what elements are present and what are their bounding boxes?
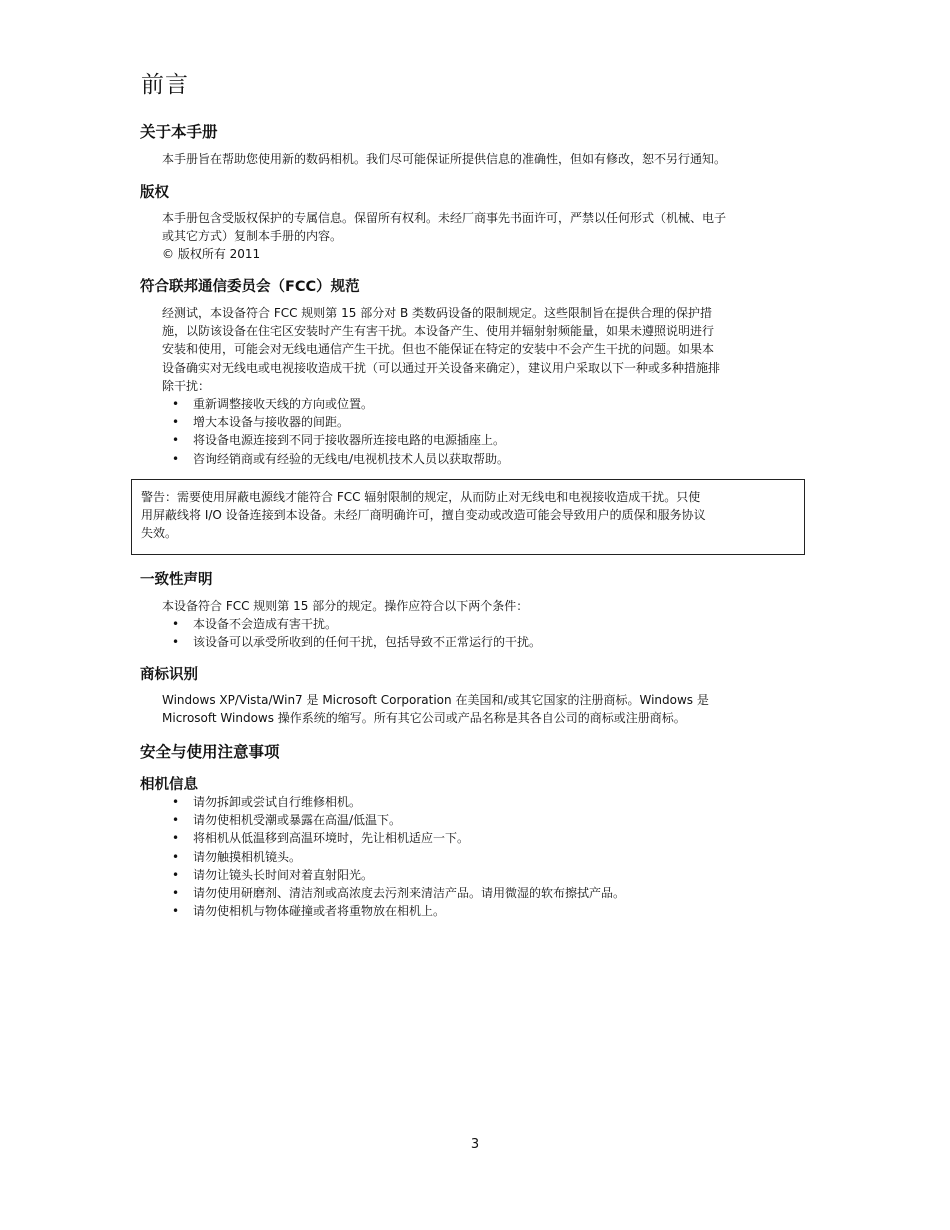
- warning-line: 警告：需要使用屏蔽电源线才能符合 FCC 辐射限制的规定，从而防止对无线电和电视接收造成干扰。只使: [141, 490, 701, 504]
- list-item-text: 请勿触摸相机镜头。: [193, 849, 302, 864]
- warning-box: [131, 479, 805, 555]
- list-item: [170, 413, 509, 431]
- list-item: [170, 848, 625, 866]
- bullet-icon: •: [172, 433, 180, 448]
- bullet-icon: •: [172, 397, 180, 411]
- fcc-line: 施，以防该设备在住宅区安装时产生有害干扰。本设备产生、使用并辐射射频能量，如果未遵照说明进行: [162, 324, 715, 339]
- conformity-conditions-list: [170, 615, 541, 651]
- bullet-icon: •: [172, 849, 180, 864]
- copyright-notice: © 版权所有 2011: [162, 247, 261, 262]
- about-heading: 关于本手册: [140, 123, 218, 141]
- list-item: [170, 450, 509, 468]
- list-item: [170, 829, 625, 847]
- list-item-text: 该设备可以承受所收到的任何干扰，包括导致不正常运行的干扰。: [193, 635, 542, 650]
- bullet-icon: •: [172, 904, 180, 919]
- list-item-text: 增大本设备与接收器的间距。: [193, 415, 350, 430]
- fcc-text: [162, 304, 812, 395]
- bullet-icon: •: [172, 867, 180, 882]
- fcc-line: 经测试，本设备符合 FCC 规则第 15 部分对 B 类数码设备的限制规定。这些限制旨在提供合理的保护措: [162, 306, 713, 320]
- page-number: 3: [470, 1137, 480, 1152]
- list-item: [170, 633, 541, 651]
- bullet-icon: •: [172, 617, 180, 631]
- list-item: [170, 395, 509, 413]
- list-item-text: 请勿使用研磨剂、清洁剂或高浓度去污剂来清洁产品。请用微湿的软布擦拭产品。: [193, 886, 626, 901]
- list-item: [170, 615, 541, 633]
- trademark-line: Microsoft Windows 操作系统的缩写。所有其它公司或产品名称是其各自公司的商标或注册商标。: [162, 711, 686, 726]
- list-item-text: 请勿使相机受潮或暴露在高温/低温下。: [193, 813, 402, 828]
- conformity-text: [162, 597, 812, 615]
- list-item-text: 本设备不会造成有害干扰。: [193, 617, 338, 631]
- conformity-heading: 一致性声明: [140, 572, 213, 588]
- fcc-line: 安装和使用，可能会对无线电通信产生干扰。但也不能保证在特定的安装中不会产生干扰的问题。如果本: [162, 342, 715, 357]
- trademark-text: [162, 691, 812, 727]
- bullet-icon: •: [172, 886, 180, 901]
- list-item-text: 请勿让镜头长时间对着直射阳光。: [193, 867, 374, 882]
- list-item: [170, 811, 625, 829]
- list-item: [170, 431, 509, 449]
- fcc-heading: 符合联邦通信委员会（FCC）规范: [140, 279, 360, 295]
- list-item: [170, 793, 625, 811]
- bullet-icon: •: [172, 813, 180, 828]
- copyright-text: [162, 209, 812, 264]
- list-item-text: 请勿使相机与物体碰撞或者将重物放在相机上。: [193, 904, 446, 919]
- list-item-text: 将设备电源连接到不同于接收器所连接电路的电源插座上。: [193, 433, 506, 448]
- copyright-heading: 版权: [140, 185, 169, 201]
- list-item-text: 将相机从低温移到高温环境时，先让相机适应一下。: [193, 831, 470, 846]
- list-item-text: 重新调整接收天线的方向或位置。: [193, 397, 374, 411]
- bullet-icon: •: [172, 795, 180, 809]
- camera-info-list: [170, 793, 625, 920]
- list-item: [170, 884, 625, 902]
- list-item: [170, 902, 625, 920]
- copyright-line: 或其它方式）复制本手册的内容。: [162, 229, 343, 244]
- fcc-measures-list: [170, 395, 509, 468]
- copyright-line: 本手册包含受版权保护的专属信息。保留所有权利。未经厂商事先书面许可，严禁以任何形式（机械、电子: [162, 211, 727, 225]
- bullet-icon: •: [172, 635, 180, 650]
- bullet-icon: •: [172, 415, 180, 430]
- list-item-text: 请勿拆卸或尝试自行维修相机。: [193, 795, 362, 809]
- fcc-line: 设备确实对无线电或电视接收造成干扰（可以通过开关设备来确定），建议用户采取以下一种或多种措施排: [162, 360, 721, 375]
- trademark-line: Windows XP/Vista/Win7 是 Microsoft Corporation 在美国和/或其它国家的注册商标。Windows 是: [162, 693, 709, 707]
- page-title: 前言: [141, 72, 189, 98]
- warning-line: 失效。: [141, 526, 178, 541]
- list-item-text: 咨询经销商或有经验的无线电/电视机技术人员以获取帮助。: [193, 451, 510, 466]
- warning-line: 用屏蔽线将 I/O 设备连接到本设备。未经厂商明确许可，擅自变动或改造可能会导致用户的质保和服务协议: [141, 508, 706, 523]
- camera-info-heading: 相机信息: [140, 777, 198, 793]
- list-item: [170, 866, 625, 884]
- about-text: [162, 150, 812, 168]
- fcc-line: 除干扰：: [162, 378, 211, 393]
- about-text-line: 本手册旨在帮助您使用新的数码相机。我们尽可能保证所提供信息的准确性，但如有修改，恕不另行通知。: [162, 152, 727, 166]
- safety-heading: 安全与使用注意事项: [140, 743, 280, 761]
- trademark-heading: 商标识别: [140, 667, 198, 683]
- bullet-icon: •: [172, 831, 180, 846]
- conformity-line: 本设备符合 FCC 规则第 15 部分的规定。操作应符合以下两个条件：: [162, 599, 529, 613]
- bullet-icon: •: [172, 451, 180, 466]
